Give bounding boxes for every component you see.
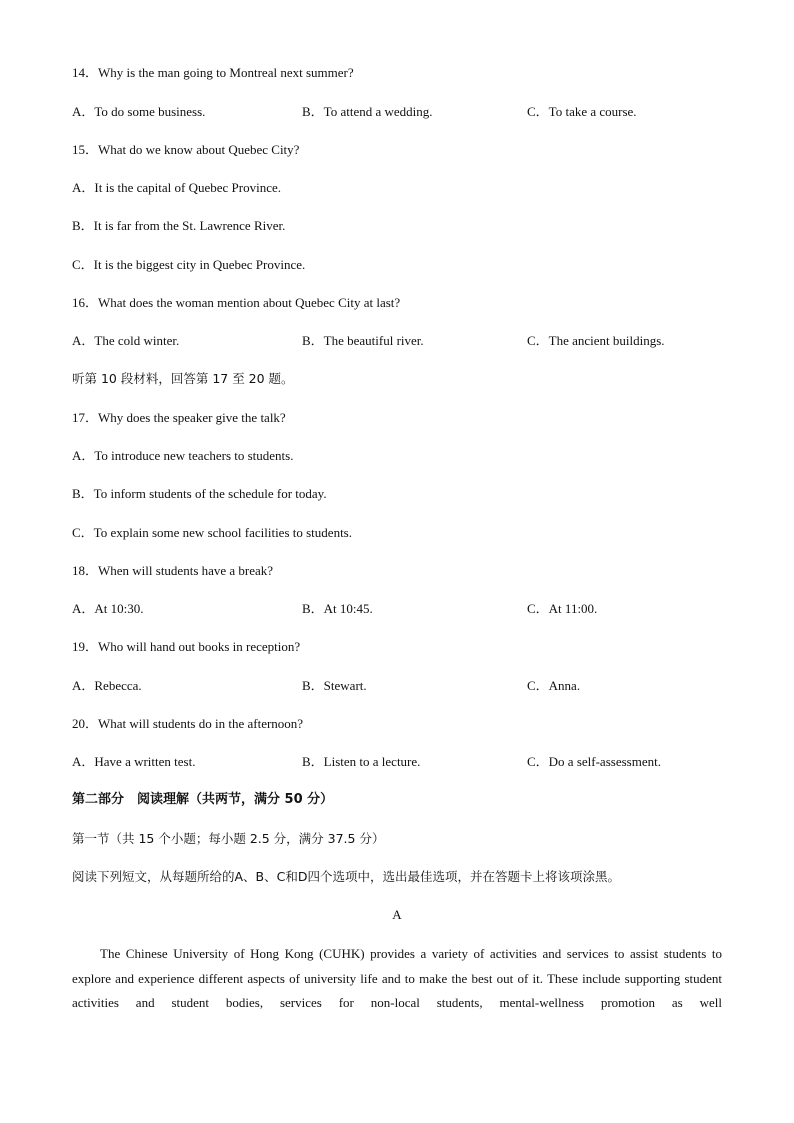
q20-option-a: A．Have a written test.: [72, 754, 196, 769]
q20-option-c: C．Do a self-assessment.: [527, 754, 661, 769]
section-note: 听第 10 段材料，回答第 17 至 20 题。: [72, 371, 294, 386]
question-18: 18．When will students have a break?: [72, 563, 274, 578]
q16-option-a: A．The cold winter.: [72, 333, 180, 348]
passage-paragraph: The Chinese University of Hong Kong (CUHK) provides a variety of activities and services to assist students to explore and experience different aspects of university life and to make the best out of it. These include supporting student activities and student bodies, services for non-local students, mental-wellness promotion as well: [72, 946, 722, 1010]
q14-option-c: C．To take a course.: [527, 104, 637, 119]
passage-body: [72, 942, 722, 1016]
question-15: 15．What do we know about Quebec City?: [72, 142, 300, 157]
question-17: 17．Why does the speaker give the talk?: [72, 410, 286, 425]
q18-option-b: B．At 10:45.: [302, 601, 373, 616]
q19-option-c: C．Anna.: [527, 678, 581, 693]
q18-option-c: C．At 11:00.: [527, 601, 598, 616]
question-16: 16．What does the woman mention about Quebec City at last?: [72, 295, 401, 310]
q16-option-b: B．The beautiful river.: [302, 333, 424, 348]
section1-title: 第一节（共 15 个小题；每小题 2.5 分，满分 37.5 分）: [72, 831, 385, 846]
q14-option-a: A．To do some business.: [72, 104, 206, 119]
q15-option-c: C．It is the biggest city in Quebec Province.: [72, 257, 306, 272]
q20-option-b: B．Listen to a lecture.: [302, 754, 421, 769]
question-20: 20．What will students do in the afternoon?: [72, 716, 304, 731]
q17-option-a: A．To introduce new teachers to students.: [72, 448, 294, 463]
q15-option-a: A．It is the capital of Quebec Province.: [72, 180, 282, 195]
q16-option-c: C．The ancient buildings.: [527, 333, 665, 348]
q14-option-b: B．To attend a wedding.: [302, 104, 433, 119]
q19-option-a: A．Rebecca.: [72, 678, 142, 693]
q17-option-c: C．To explain some new school facilities to students.: [72, 525, 352, 540]
question-14: 14．Why is the man going to Montreal next summer?: [72, 65, 354, 80]
q19-option-b: B．Stewart.: [302, 678, 367, 693]
part2-title: 第二部分 阅读理解（共两节，满分 50 分）: [72, 792, 334, 807]
q17-option-b: B．To inform students of the schedule for today.: [72, 486, 327, 501]
q15-option-b: B．It is far from the St. Lawrence River.: [72, 218, 286, 233]
question-19: 19．Who will hand out books in reception?: [72, 639, 301, 654]
q18-option-a: A．At 10:30.: [72, 601, 144, 616]
passage-label: A: [392, 907, 402, 922]
reading-instructions: 阅读下列短文，从每题所给的A、B、C和D四个选项中，选出最佳选项，并在答题卡上将该项涂黑。: [72, 869, 620, 884]
